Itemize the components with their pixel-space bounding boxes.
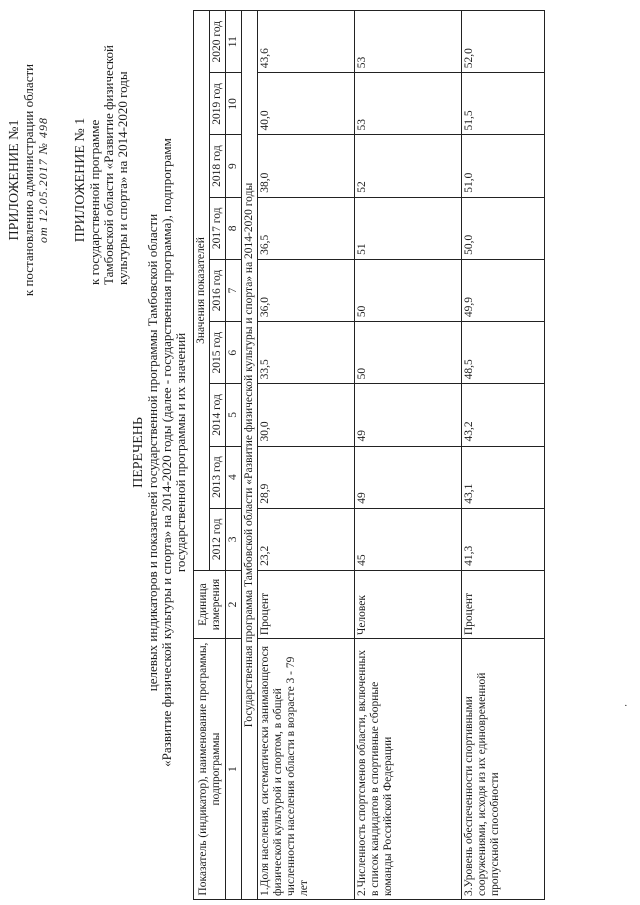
- column-numbers-row: [226, 11, 242, 900]
- indicator-name: 2.Численность спортсменов области, включенных в список кандидатов в спортивные сборные команды Российской Федерации: [355, 639, 462, 900]
- year-header: 2016 год: [210, 259, 226, 321]
- table-row: [258, 11, 355, 900]
- header-row: [194, 11, 210, 900]
- indicator-value: 53: [355, 11, 462, 73]
- col-indicator-header: Показатель (индикатор), наименование программы, подпрограммы: [194, 639, 226, 900]
- indicator-name: 1.Доля населения, систематически занимающегося физической культурой и спортом, в общей численности населения области в возрасте 3 - 79 лет: [258, 639, 355, 900]
- column-number: 7: [226, 259, 242, 321]
- appendix-block: [8, 0, 50, 360]
- year-header: 2017 год: [210, 197, 226, 259]
- column-number: 5: [226, 384, 242, 446]
- indicator-value: 43,2: [462, 384, 545, 446]
- column-number: 9: [226, 135, 242, 197]
- program-appendix-line: к государственной программе: [87, 119, 102, 285]
- indicator-value: 28,9: [258, 446, 355, 508]
- appendix-decree: к постановлению администрации области: [21, 63, 36, 297]
- section-title: Государственная программа Тамбовской области «Развитие физической культуры и спорта» на 2014-2020 годы: [242, 11, 258, 900]
- appendix-title: ПРИЛОЖЕНИЕ №1: [7, 119, 22, 241]
- year-header: 2012 год: [210, 508, 226, 570]
- handwritten-date: от 12.05.2017 № 498: [36, 117, 50, 243]
- column-number: 4: [226, 446, 242, 508]
- indicator-value: 49: [355, 446, 462, 508]
- indicator-unit: Процент: [258, 570, 355, 638]
- year-header: 2018 год: [210, 135, 226, 197]
- heading-line: целевых индикаторов и показателей государственной программы Тамбовской области: [145, 213, 160, 692]
- indicator-value: 50,0: [462, 197, 545, 259]
- indicator-value: 23,2: [258, 508, 355, 570]
- indicator-value: 51: [355, 197, 462, 259]
- indicator-value: 43,6: [258, 11, 355, 73]
- year-header: 2013 год: [210, 446, 226, 508]
- indicator-value: 41,3: [462, 508, 545, 570]
- indicator-value: 52,0: [462, 11, 545, 73]
- table-row: [462, 11, 545, 900]
- indicator-value: 36,0: [258, 259, 355, 321]
- program-appendix-title: ПРИЛОЖЕНИЕ № 1: [73, 117, 88, 243]
- heading-block: [132, 0, 188, 905]
- year-header: 2020 год: [210, 11, 226, 73]
- year-header: 2014 год: [210, 384, 226, 446]
- indicator-value: 51,0: [462, 135, 545, 197]
- indicator-value: 49: [355, 384, 462, 446]
- indicator-value: 50: [355, 259, 462, 321]
- column-number: 1: [226, 639, 242, 900]
- program-appendix-line: культуры и спорта» на 2014-2020 годы: [115, 71, 130, 285]
- indicator-value: 45: [355, 508, 462, 570]
- year-header: 2019 год: [210, 73, 226, 135]
- indicator-value: 38,0: [258, 135, 355, 197]
- indicator-value: 50: [355, 322, 462, 384]
- column-number: 3: [226, 508, 242, 570]
- heading-line: государственной программы и их значений: [173, 332, 188, 573]
- scan-speck: ·: [624, 700, 628, 712]
- table-row: [355, 11, 462, 900]
- column-number: 6: [226, 322, 242, 384]
- indicator-value: 51,5: [462, 73, 545, 135]
- indicator-unit: Процент: [462, 570, 545, 638]
- indicator-unit: Человек: [355, 570, 462, 638]
- indicator-value: 43,1: [462, 446, 545, 508]
- program-appendix-line: Тамбовской области «Развитие физической: [101, 44, 116, 285]
- heading-line: «Развитие физической культуры и спорта» на 2014-2020 годы (далее - государственная программа), подпрограмм: [159, 138, 174, 767]
- indicator-value: 48,5: [462, 322, 545, 384]
- indicator-value: 53: [355, 73, 462, 135]
- col-unit-header: Единица измерения: [194, 570, 226, 638]
- indicator-value: 30,0: [258, 384, 355, 446]
- program-appendix-block: [74, 0, 130, 360]
- column-number: 10: [226, 73, 242, 135]
- column-number: 2: [226, 570, 242, 638]
- indicator-value: 49,9: [462, 259, 545, 321]
- year-header: 2015 год: [210, 322, 226, 384]
- indicators-table: [193, 10, 545, 900]
- col-values-header: Значения показателей: [194, 11, 210, 571]
- page-title: ПЕРЕЧЕНЬ: [131, 417, 146, 488]
- column-number: 8: [226, 197, 242, 259]
- column-number: 11: [226, 11, 242, 73]
- indicator-value: 40,0: [258, 73, 355, 135]
- indicator-value: 33,5: [258, 322, 355, 384]
- indicator-value: 52: [355, 135, 462, 197]
- section-row: [242, 11, 258, 900]
- indicator-value: 36,5: [258, 197, 355, 259]
- indicator-name: 3.Уровень обеспеченности спортивными сооружениями, исходя из их единовременной пропускной способности: [462, 639, 545, 900]
